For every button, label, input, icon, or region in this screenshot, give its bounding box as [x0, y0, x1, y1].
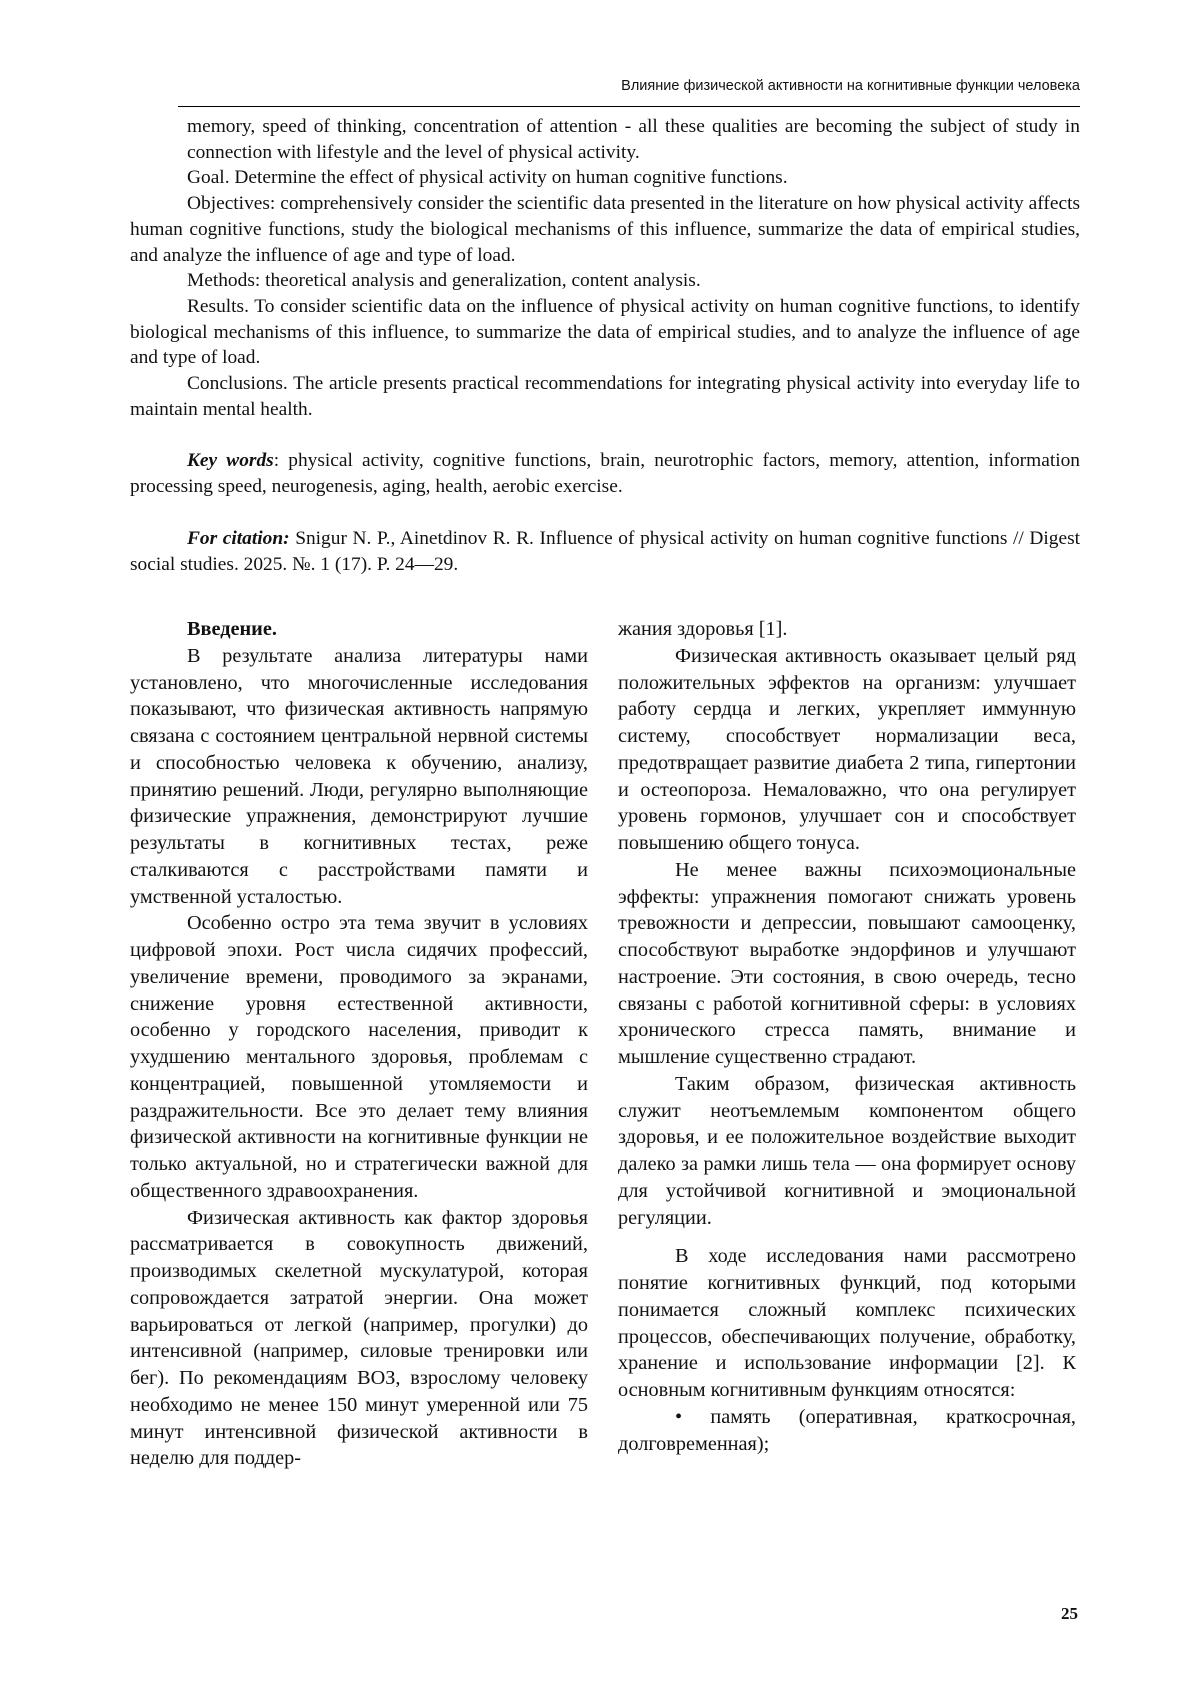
abstract-paragraph: memory, speed of thinking, concentration of attention - all these qualities are becoming the subject of study in connection with lifestyle and the level of physical activity.: [187, 116, 1080, 163]
keywords-label: Key words: [187, 450, 274, 472]
abstract-results: Results. To consider scientific data on the influence of physical activity on human cognitive functions, to identify biological mechanisms of this influence, to summarize the data of empirical studies, and to analyze the influence of age and type of load.: [130, 295, 1080, 369]
body-paragraph: В ходе исследования нами рассмотрено понятие когнитивных функций, под которыми понимается сложный комплекс психических процессов, обеспечивающих получение, обработку, хранение и использование информации [2]. К основным когнитивным функциям относятся:: [618, 1245, 1076, 1401]
body-paragraph: Таким образом, физическая активность служит неотъемлемым компонентом общего здоровья, и ее положительное воздействие выходит далеко за рамки лишь тела — она формирует основу для устойчивой когнитивной и эмоциональной регуляции.: [618, 1072, 1076, 1229]
body-paragraph: Особенно остро эта тема звучит в условиях цифровой эпохи. Рост числа сидячих профессий, увеличение времени, проводимого за экранами, снижение уровня естественной активности, особенно у городского населения, приводит к ухудшению ментального здоровья, проблемам с концентрацией, повышенной утомляемости и раздражительности. Все это делает тему влияния физической активности на когнитивные функции не только актуальной, но и стратегически важной для общественного здравоохранения.: [130, 912, 588, 1202]
abstract-objectives: Objectives: comprehensively consider the scientific data presented in the literature on how physical activity affects human cognitive functions, study the biological mechanisms of this influence, summarize the data of empirical studies, and analyze the influence of age and type of load.: [130, 193, 1080, 266]
citation-label: For citation:: [187, 527, 290, 549]
abstract-goal: Goal. Determine the effect of physical activity on human cognitive functions.: [187, 167, 788, 189]
keywords: [130, 448, 1080, 499]
body-paragraph: Не менее важны психоэмоциональные эффекты: упражнения помогают снижать уровень тревожности и депрессии, повышают самооценку, способствуют выработке эндорфинов и улучшают настроение. Эти состояния, в свою очередь, тесно связаны с работой когнитивной сферы: в условиях хронического стресса память, внимание и мышление существенно страдают.: [618, 858, 1076, 1068]
section-title: Введение.: [187, 618, 277, 640]
header-rule: [178, 106, 1080, 107]
list-item: • память (оперативная, краткосрочная, долговременная);: [618, 1405, 1076, 1455]
body-paragraph: Физическая активность оказывает целый ряд положительных эффектов на организм: улучшает работу сердца и легких, укрепляет иммунную систему, способствует нормализации веса, предотвращает развитие диабета 2 типа, гипертонии и остеопороза. Немаловажно, что она регулирует уровень гормонов, улучшает сон и способствует повышению общего тонуса.: [618, 644, 1076, 854]
abstract-conclusions: Conclusions. The article presents practical recommendations for integrating physical activity into everyday life to maintain mental health.: [130, 373, 1080, 420]
body-paragraph: жания здоровья [1].: [618, 618, 788, 640]
body-paragraph: Физическая активность как фактор здоровья рассматривается в совокупность движений, производимых скелетной мускулатурой, которая сопровождается затратой энергии. Она может варьироваться от легкой (например, прогулки) до интенсивной (например, силовые тренировки или бег). По рекомендациям ВОЗ, взрослому человеку необходимо не менее 150 минут умеренной или 75 минут интенсивной физической активности в неделю для поддер-: [130, 1206, 588, 1470]
body-column-left: [130, 616, 588, 1472]
citation: [130, 526, 1080, 577]
citation-text: Snigur N. P., Ainetdinov R. R. Influence of physical activity on human cognitive functions // Digest social studies. 2025. №. 1 (17). P. 24—29.: [130, 527, 1081, 575]
running-header: Влияние физической активности на когнитивные функции человека: [621, 78, 1080, 94]
page-number: 25: [1061, 1604, 1078, 1623]
body-paragraph: В результате анализа литературы нами установлено, что многочисленные исследования показывают, что физическая активность напрямую связана с состоянием центральной нервной системы и способностью человека к обучению, анализу, принятию решений. Люди, регулярно выполняющие физические упражнения, демонстрируют лучшие результаты в когнитивных тестах, реже сталкиваются с расстройствами памяти и умственной усталостью.: [130, 644, 588, 908]
abstract-methods: Methods: theoretical analysis and generalization, content analysis.: [187, 270, 701, 292]
body-column-right: [618, 616, 1076, 1457]
keywords-text: : physical activity, cognitive functions, brain, neurotrophic factors, memory, attention, information processing speed, neurogenesis, aging, health, aerobic exercise.: [130, 450, 1080, 498]
abstract: [130, 114, 1080, 577]
